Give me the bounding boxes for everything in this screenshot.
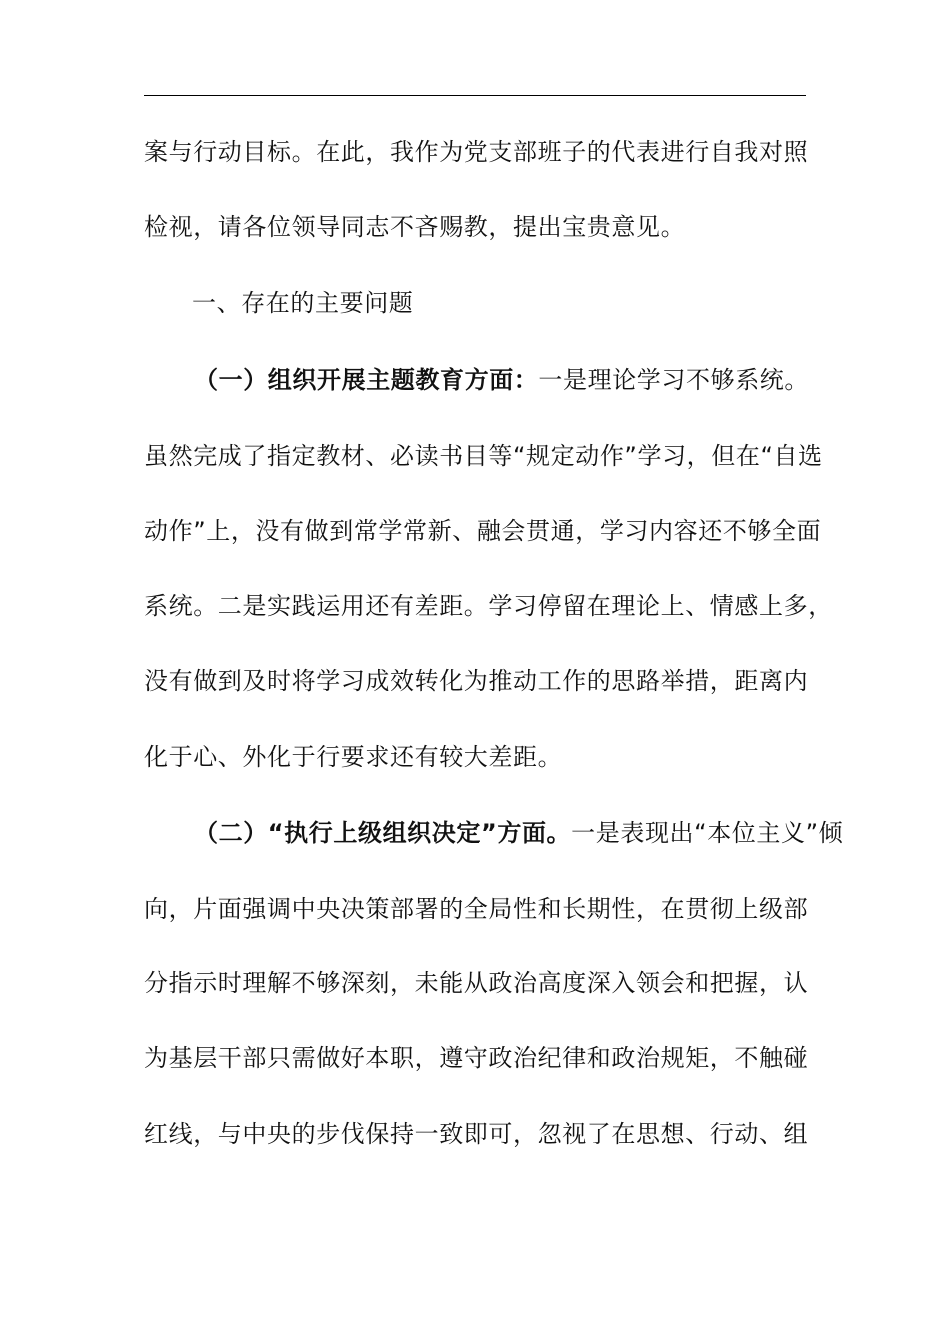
subsection-1-heading: （一）组织开展主题教育方面： (194, 366, 539, 394)
paragraph-line-13: 为基层干部只需做好本职，遵守政治纪律和政治规矩，不触碰 (144, 1044, 809, 1072)
paragraph-line-1: 案与行动目标。在此，我作为党支部班子的代表进行自我对照 (144, 138, 809, 166)
paragraph-line-11: 向，片面强调中央决策部署的全局性和长期性，在贯彻上级部 (144, 895, 809, 923)
paragraph-line-9: 化于心、外化于行要求还有较大差距。 (144, 743, 563, 771)
paragraph-line-7: 系统。二是实践运用还有差距。学习停留在理论上、情感上多， (144, 592, 833, 620)
subsection-1-line (194, 360, 884, 400)
subsection-2-heading: （二）“执行上级组织决定”方面。 (194, 819, 572, 847)
paragraph-line-8: 没有做到及时将学习成效转化为推动工作的思路举措，距离内 (144, 667, 809, 695)
section-heading: 一、存在的主要问题 (192, 289, 414, 317)
paragraph-line-6: 动作”上，没有做到常学常新、融会贯通，学习内容还不够全面 (144, 517, 822, 545)
subsection-2-line (194, 813, 884, 853)
paragraph-line-2: 检视，请各位领导同志不吝赐教，提出宝贵意见。 (144, 213, 686, 241)
subsection-1-text: 一是理论学习不够系统。 (538, 366, 810, 394)
paragraph-line-12: 分指示时理解不够深刻，未能从政治高度深入领会和把握，认 (144, 969, 809, 997)
paragraph-line-5: 虽然完成了指定教材、必读书目等“规定动作”学习，但在“自选 (144, 442, 823, 470)
header-rule (144, 95, 806, 96)
paragraph-line-14: 红线，与中央的步伐保持一致即可，忽视了在思想、行动、组 (144, 1120, 809, 1148)
subsection-2-text: 一是表现出“本位主义”倾 (571, 819, 844, 847)
